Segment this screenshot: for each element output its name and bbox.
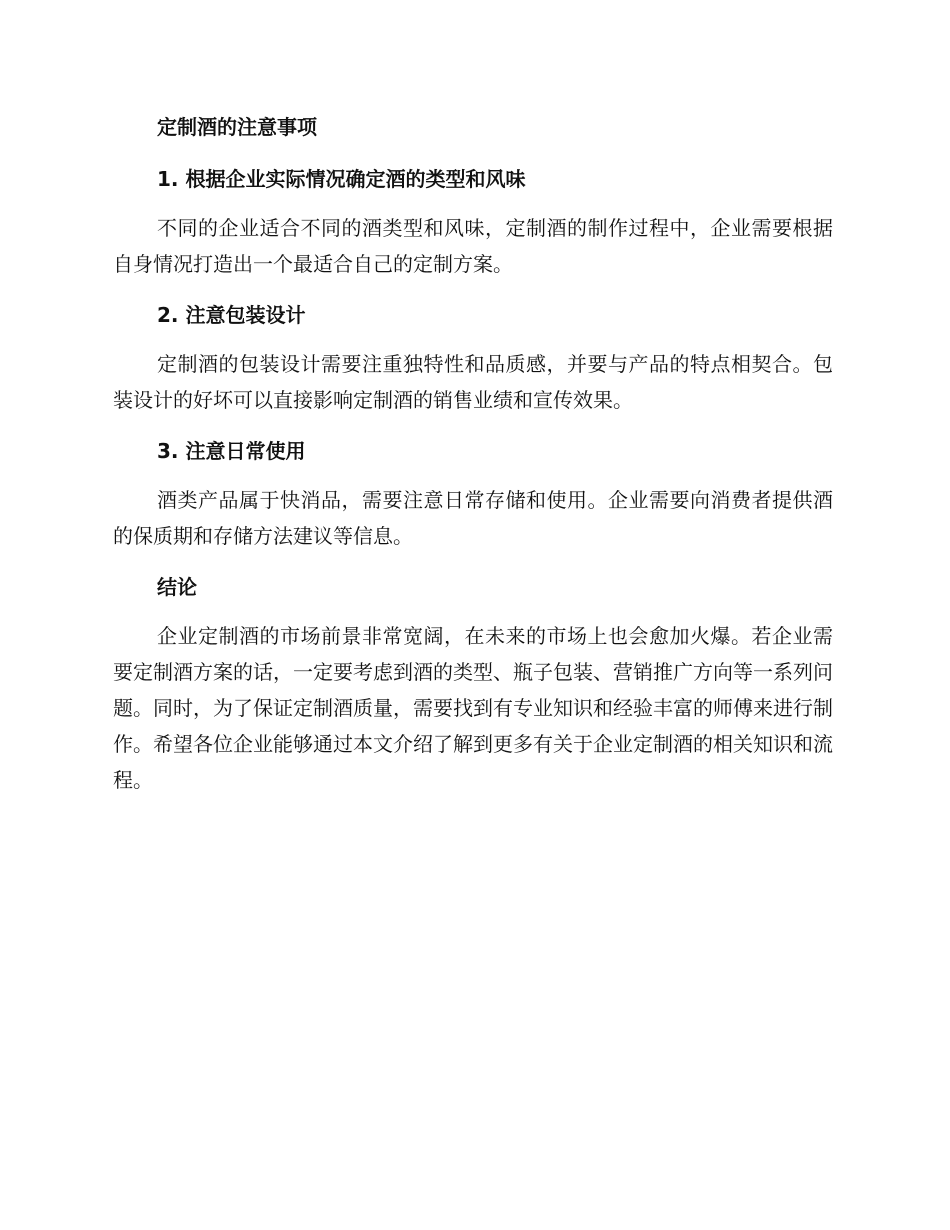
section-body-1: 不同的企业适合不同的酒类型和风味，定制酒的制作过程中，企业需要根据自身情况打造出一个最适合自己的定制方案。 [113,216,833,276]
document-title: 定制酒的注意事项 [157,115,317,139]
section-heading-1: 1. 根据企业实际情况确定酒的类型和风味 [157,167,526,191]
section-heading-3: 3. 注意日常使用 [157,439,306,463]
document-content [113,108,833,798]
conclusion-body: 企业定制酒的市场前景非常宽阔，在未来的市场上也会愈加火爆。若企业需要定制酒方案的话，一定要考虑到酒的类型、瓶子包装、营销推广方向等一系列问题。同时，为了保证定制酒质量，需要找到有专业知识和经验丰富的师傅来进行制作。希望各位企业能够通过本文介绍了解到更多有关于企业定制酒的相关知识和流程。 [113,624,833,792]
section-body-2: 定制酒的包装设计需要注重独特性和品质感，并要与产品的特点相契合。包装设计的好坏可以直接影响定制酒的销售业绩和宣传效果。 [113,352,833,412]
section-heading-2: 2. 注意包装设计 [157,303,306,327]
conclusion-heading: 结论 [157,575,197,599]
section-body-3: 酒类产品属于快消品，需要注意日常存储和使用。企业需要向消费者提供酒的保质期和存储方法建议等信息。 [113,488,833,548]
